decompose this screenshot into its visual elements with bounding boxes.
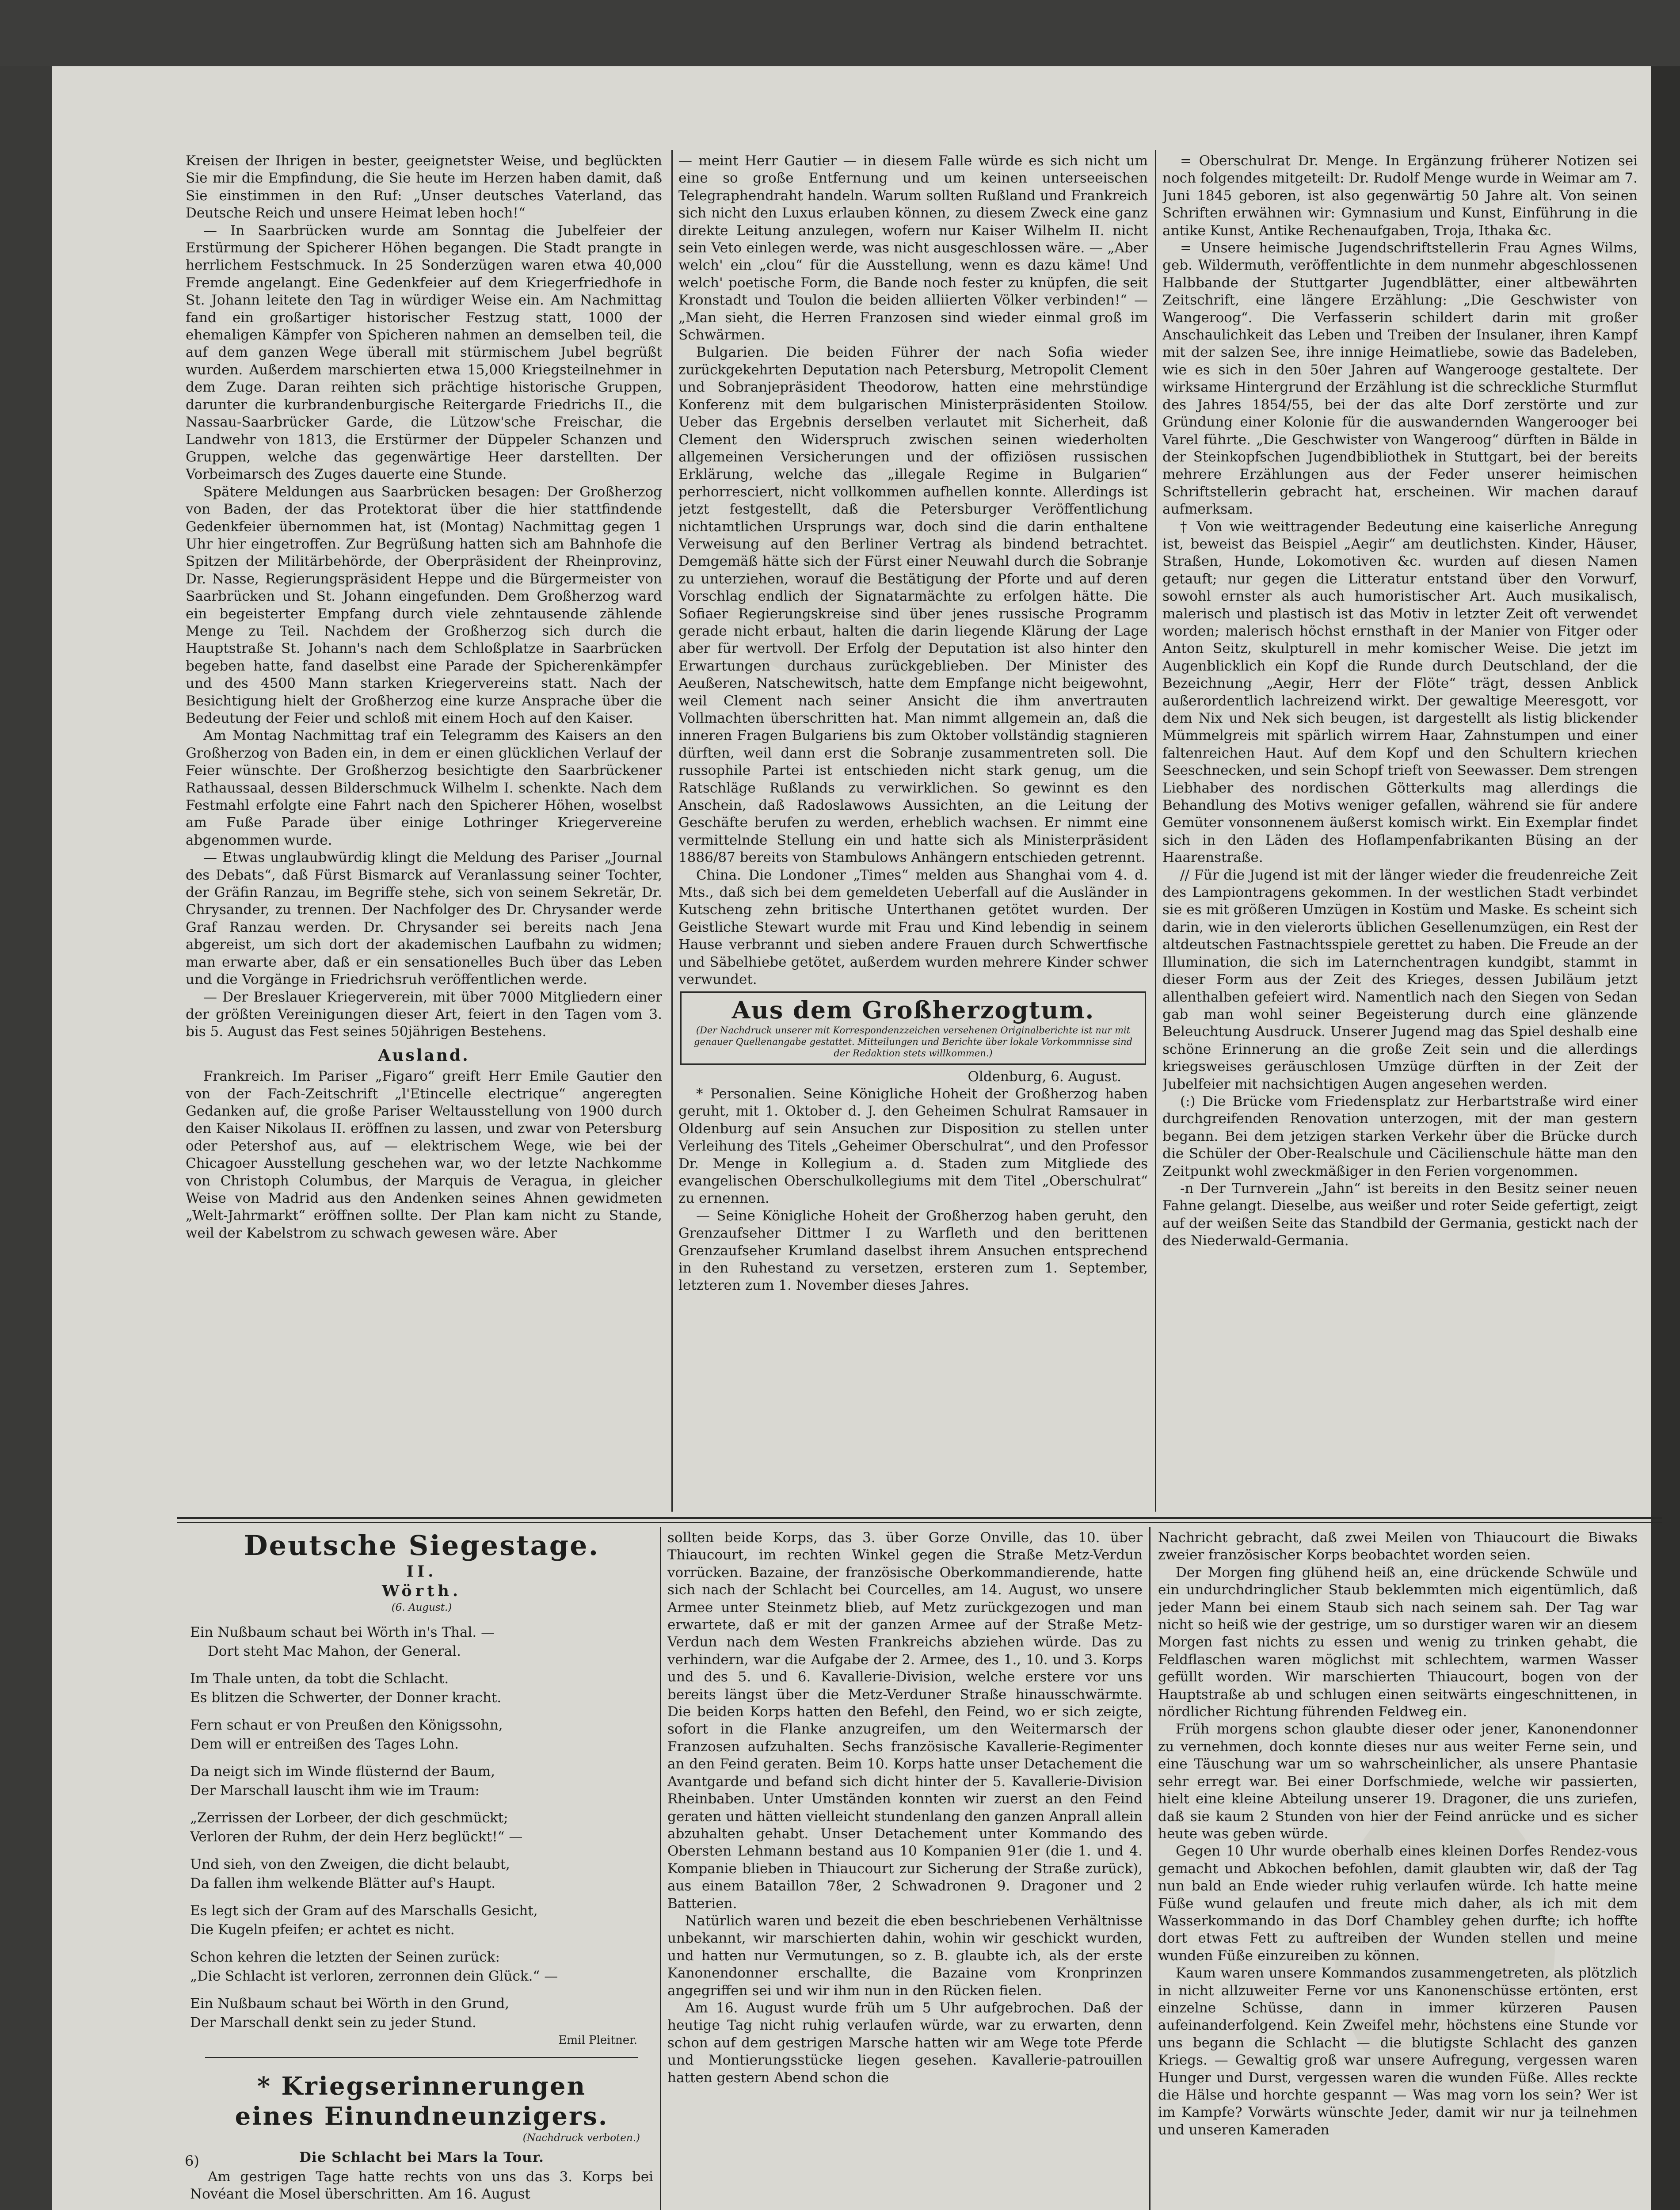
column-1 [186, 152, 662, 1514]
poem-line: „Zerrissen der Lorbeer, der dich geschmückt; [190, 1810, 508, 1826]
paragraph: Spätere Meldungen aus Saarbrücken besagen: Der Großherzog von Baden, der das Protektorat über die hier stattfindende Gedenkfeier übernommen hat, ist (Montag) Nachmittag gegen 1 Uhr hier eingetroffen. Zur Begrüßung hatten sich am Bahnhofe die Spitzen der Militärbehörde, der Oberpräsident der Rheinprovinz, Dr. Nasse, Regierungspräsident Heppe und die Bürgermeister von Saarbrücken und St. Johann eingefunden. Dem Großherzog ward ein begeisterter Empfang durch viele zehntausende zählende Menge zu Teil. Nachdem der Großherzog sich durch die Hauptstraße St. Johann's nach dem Schloßplatze in Saarbrücken begeben hatte, fand daselbst eine Parade der Spicherenkämpfer und des 4500 Mann starken Kriegervereins statt. Nach der Besichtigung hielt der Großherzog eine kurze Ansprache über die Bedeutung der Feier und schloß mit einem Hoch auf den Kaiser. [186, 484, 662, 726]
spacer [190, 1614, 653, 1623]
poem-author: Emil Pleitner. [558, 2034, 637, 2047]
column-2 [678, 152, 1148, 1514]
poem-line: Da fallen ihm welkende Blätter auf's Haupt. [190, 1875, 496, 1891]
dateline: Oldenburg, 6. August. [968, 1068, 1121, 1085]
poem-line: Dort steht Mac Mahon, der General. [208, 1643, 461, 1659]
poem-line: Der Marschall lauscht ihm wie im Traum: [190, 1782, 480, 1798]
paragraph: — Seine Königliche Hoheit der Großherzog haben geruht, den Grenzaufseher Dittmer I zu Warfleth und den berittenen Grenzaufseher Krumland daselbst ihrem Ansuchen entsprechend in den Ruhestand zu versetzen, ersteren zum 1. September, letzteren zum 1. November dieses Jahres. [678, 1208, 1148, 1294]
paragraph: Natürlich waren und bezeit die eben beschriebenen Verhältnisse unbekannt, wir marschierten dahin, wohin wir geschickt wurden, und hatten nur Vermutungen, so z. B. glaubte ich, als der erste Kanonendonner erschallte, die Bazaine vom Kronprinzen angegriffen sei und wir ihm nun in den Rücken fielen. [667, 1913, 1143, 1999]
spacer [190, 1846, 653, 1855]
paragraph: — Etwas unglaubwürdig klingt die Meldung des Pariser „Journal des Debats“, daß Fürst Bismarck auf Veranlassung seiner Tochter, der Gräfin Ranzau, im Begriffe stehe, sich von seinem Sekretär, Dr. Chrysander, zu trennen. Der Nachfolger des Dr. Chrysander werde Graf Ranzau werden. Dr. Chrysander sei bereits nach Jena abgereist, um sich dort der akademischen Laufbahn zu widmen; man erwarte aber, daß er ein sensationelles Buch über das Leben und die Vorgänge in Friedrichsruh veröffentlichen werde. [186, 850, 662, 988]
paragraph: Am Montag Nachmittag traf ein Telegramm des Kaisers an den Großherzog von Baden ein, in dem er einen glücklichen Verlauf der Feier wünschte. Der Großherzog besichtigte den Saarbrückener Rathaussaal, dessen Bilderschmuck Wilhelm I. schenkte. Nach dem Festmahl erfolgte eine Fahrt nach den Spicherer Höhen, woselbst am Fuße Parade über einige Lothringer Kriegervereine abgenommen wurde. [186, 728, 662, 848]
poem-line: „Die Schlacht ist verloren, zerronnen dein Glück.“ — [190, 1968, 558, 1984]
paragraph: — meint Herr Gautier — in diesem Falle würde es sich nicht um eine so große Entfernung und um keinen unterseeischen Telegraphendraht handeln. Warum sollten Rußland und Frankreich sich nicht den Luxus erlauben können, zu diesem Zweck eine ganz direkte Leitung anzulegen, wofern nur Kaiser Wilhelm II. nicht sein Veto einlegen werde, was nicht ausgeschlossen wäre. — „Aber welch' ein „clou“ für die Ausstellung, wenn es dazu käme! Und welch' poetische Form, die Bande noch fester zu knüpfen, die seit Kronstadt und Toulon die beiden alliierten Völker verbinden!“ — „Man sieht, die Herren Franzosen sind wieder einmal groß im Schwärmen. [678, 153, 1148, 343]
scanner-border-right [1651, 66, 1680, 2210]
spacer [190, 1707, 653, 1716]
scanner-border-left [0, 66, 52, 2210]
paragraph: Der Morgen fing glühend heiß an, eine drückende Schwüle und ein undurchdringlicher Staub beklemmten mich eigentümlich, daß jeder Mann bei einem Staub sich nach seinem sah. Der Tag war nicht so heiß wie der gestrige, um so durstiger waren wir an diesem Morgen fast nichts zu essen und wenig zu trinken gehabt, die Feldflaschen waren möglichst mit schlechtem, warmen Wasser gefüllt worden. Wir marschierten Thiaucourt, bogen von der Hauptstraße ab und schlugen einen seitwärts eingeschnittenen, in nördlicher Richtung führenden Feldweg ein. [1158, 1564, 1638, 1720]
paragraph: // Für die Jugend ist mit der länger wieder die freudenreiche Zeit des Lampiontragens gekommen. In der westlichen Stadt verbindet sie es mit größeren Umzügen in Kostüm und Maske. Es scheint sich darin, wie in den vielerorts üblichen Gesellenumzügen, ein Rest der altdeutschen Fastnachtsspiele gerettet zu haben. Die Freude an der Illumination, die sich im Laternchentragen kundgibt, stammt in dieser Form aus der Zeit des Krieges, dessen Jubiläum jetzt allenthalben gefeiert wird. Namentlich nach den Siegen von Sedan gab man wohl seiner Begeisterung durch eine glänzende Beleuchtung Ausdruck. Unserer Jugend mag das Spiel deshalb eine schöne Erinnerung an die große Zeit sein und die allerdings kriegsweises geräuschlosen Umzüge dürften in der Zeit der Jubelfeier mit nachsichtigen Augen angesehen werden. [1162, 867, 1638, 1092]
column-rule [671, 150, 673, 1512]
spacer [190, 1985, 653, 1994]
paragraph: Früh morgens schon glaubte dieser oder jener, Kanonendonner zu vernehmen, doch konnte dieses nur aus weiter Ferne sein, und eine Täuschung war um so wahrscheinlicher, als unsere Phantasie sehr erregt war. Bei einer Dorfschmiede, welche wir passierten, hielt eine kleine Abteilung unserer 19. Dragoner, die uns zuriefen, daß sie kaum 2 Stunden von hier der Feind anrücke und es sicher heute was geben würde. [1158, 1721, 1638, 1842]
paragraph: sollten beide Korps, das 3. über Gorze Onville, das 10. über Thiaucourt, im rechten Winkel gegen die Straße Metz-Verdun vorrücken. Bazaine, der französische Oberkommandierende, hatte sich nach der Schlacht bei Courcelles, am 14. August, wo unsere Armee unter Steinmetz blieb, auf Metz zurückgezogen und man erwartete, daß er mit der ganzen Armee auf der Straße Metz-Verdun nach dem Westen Frankreichs abziehen würde. Das zu verhindern, war die Aufgabe der 2. Armee, des 1., 10. und 3. Korps und des 5. und 6. Kavallerie-Division, welche erstere vor uns bereits längst über die Metz-Verduner Straße hinausschwärmte. Die beiden Korps hatten den Befehl, den Feind, wo er sich zeigte, sofort in die Flanke anzugreifen, um den Weitermarsch der Franzosen aufzuhalten. Sechs französische Kavallerie-Regimenter an den Feind geraten. Beim 10. Korps hatte unser Detachement die Avantgarde und befand sich dicht hinter der 5. Kavallerie-Division Rheinbaben. Unter Umständen konnten wir zuerst an den Feind geraten und hätten vielleicht stundenlang den ganzen Anprall allein abzuhalten gehabt. Unser Detachement unter Kommando des Obersten Lehmann bestand aus 10 Kompanien 91er (die 1. und 4. Kompanie blieben in Thiaucourt zur Sicherung der Straße zurück), aus einem Bataillon 78er, 2 Schwadronen 9. Dragoner und 2 Batterien. [667, 1530, 1143, 1912]
spacer [190, 1753, 653, 1762]
section-box-grossherzogtum [680, 991, 1146, 1065]
paragraph: -n Der Turnverein „Jahn“ ist bereits in den Besitz seiner neuen Fahne gelangt. Dieselbe, aus weißer und roter Seide gefertigt, zeigt auf der weißen Seite das Standbild der Germania, gestickt nach der des Niederwald-Germania. [1162, 1180, 1638, 1249]
feuilleton-column [190, 1529, 653, 2210]
poem-body [190, 1623, 653, 2032]
paragraph: Bulgarien. Die beiden Führer der nach Sofia wieder zurückgekehrten Deputation nach Petersburg, Metropolit Clement und Sobranjepräsident Theodorow, hatten eine mehrstündige Konferenz mit dem bulgarischen Ministerpräsidenten Stoilow. Ueber das Ergebnis derselben verlautet mit Sicherheit, daß Clement den Widerspruch zwischen seinen wiederholten allgemeinen Versicherungen und der offiziösen russischen Erklärung, welche das „illegale Regime in Bulgarien“ perhorresciert, nicht vollkommen aufhellen konnte. Allerdings ist jetzt festgestellt, daß die Petersburger Veröffentlichung nichtamtlichen Ursprungs war, doch sind die darin enthaltene Verweisung auf den Berliner Vertrag als bindend betrachtet. Demgemäß hätte sich der Fürst einer Neuwahl durch die Sobranje zu unterziehen, worauf die Bestätigung der Pforte und auf deren Vorschlag endlich der Signatarmächte zu erfolgen hätte. Die Sofiaer Regierungskreise sind über jenes russische Programm gerade nicht erbaut, halten die darin liegende Klärung der Lage aber für wertvoll. Der Erfolg der Deputation ist also hinter den Erwartungen durchaus zurückgeblieben. Der Minister des Aeußeren, Natschewitsch, hatte dem Empfange nicht beigewohnt, weil Clement nach seiner Ansicht die ihm anvertrauten Vollmachten überschritten hat. Man nimmt allgemein an, daß die inneren Fragen Bulgariens bis zum Oktober vollständig stagnieren dürften, weil dann erst die Sobranje zusammentreten soll. Die russophile Partei ist entschieden nicht stark genug, um die Ratschläge Rußlands zu verwirklichen. So gewinnt es den Anschein, daß Radoslawows Aussichten, an die Leitung der Geschäfte berufen zu werden, erheblich wachsen. Er nimmt eine vermittelnde Stellung ein und hatte sich als Ministerpräsident 1886/87 bereits von Stambulows Anhängern entschieden getrennt. [678, 344, 1148, 866]
poem-line: Und sieh, von den Zweigen, die dicht belaubt, [190, 1856, 510, 1872]
paragraph: (:) Die Brücke vom Friedensplatz zur Herbartstraße wird einer durchgreifenden Renovation unterzogen, mit der man gestern begann. Bei dem jetzigen starken Verkehr über die Brücke durch die Schüler der Ober-Realschule und Cäcilienschule hätte man den Zeitpunkt wohl zweckmäßiger in den Ferien vorgenommen. [1162, 1093, 1638, 1179]
paragraph: Am gestrigen Tage hatte rechts von uns das 3. Korps bei Novéant die Mosel überschritten. Am 16. August [190, 2168, 653, 2202]
poem-line: Ein Nußbaum schaut bei Wörth in den Grund, [190, 1996, 510, 2012]
poem-line: Ein Nußbaum schaut bei Wörth in's Thal. — [190, 1624, 495, 1640]
page-marker: 6) [185, 2153, 199, 2169]
divider [205, 2057, 638, 2058]
paragraph: Frankreich. Im Pariser „Figaro“ greift Herr Emile Gautier den von der Fach-Zeitschrift „l'Etincelle electrique“ angeregten Gedanken auf, die große Pariser Weltausstellung von 1900 durch den Kaiser Nikolaus II. eröffnen zu lassen, und zwar von Petersburg oder Petershof aus, auf — elektrischem Wege, wie bei der Chicagoer Ausstellung geschehen war, wo der letzte Nachkomme von Christoph Columbus, der Marquis de Veragua, in gleicher Weise von Madrid aus den Andenken seines Ahnen gewidmeten „Welt-Jahrmarkt“ eröffnen sollte. Der Plan kam nicht zu Stande, weil der Kabelstrom zu schwach gewesen wäre. Aber [186, 1068, 662, 1241]
poem-line: Verloren der Ruhm, der dein Herz beglückt!“ — [190, 1829, 523, 1845]
poem-line: Es blitzen die Schwerter, der Donner kracht. [190, 1689, 502, 1706]
spacer [190, 1661, 653, 1669]
paragraph: — In Saarbrücken wurde am Sonntag die Jubelfeier der Erstürmung der Spicherer Höhen begangen. Die Stadt prangte in herrlichem Festschmuck. In 25 Sonderzügen waren etwa 40,000 Fremde angelangt. Eine Gedenkfeier auf dem Kriegerfriedhofe in St. Johann leitete den Tag in würdiger Weise ein. Am Nachmittag fand ein großartiger historischer Festzug statt, 1000 der ehemaligen Kämpfer von Spicheren nahmen an demselben teil, die auf dem ganzen Wege überall mit stürmischem Jubel begrüßt wurden. Außerdem marschierten etwa 15,000 Kriegsteilnehmer in dem Zuge. Daran reihten sich prächtige historische Gruppen, darunter die kurbrandenburgische Reitergarde Friedrichs II., die Nassau-Saarbrücker Garde, die Lützow'sche Freischar, die Landwehr von 1813, die Erstürmer der Düppeler Schanzen und Gruppen, welche das gegenwärtige Heer darstellten. Der Vorbeimarsch des Zuges dauerte eine Stunde. [186, 222, 662, 483]
poem-line: Der Marschall denkt sein zu jeder Stund. [190, 2014, 476, 2031]
poem-line: Die Kugeln pfeifen; er achtet es nicht. [190, 1921, 455, 1938]
spacer [190, 1893, 653, 1901]
poem-line: Im Thale unten, da tobt die Schlacht. [190, 1671, 449, 1687]
column-rule [1155, 150, 1156, 1512]
poem-number: II. [406, 1562, 437, 1581]
section-heading-ausland: Ausland. [378, 1046, 470, 1065]
col1-body [186, 152, 662, 1041]
reprint-note: (Der Nachdruck unserer mit Korrespondenzzeichen versehenen Originalberichte ist nur mit genauer Quellenangabe gestattet. Mitteilungen und Berichte über lokale Vorkommnisse sind der Redaktion stets willkommen.) [693, 1025, 1133, 1059]
paragraph: China. Die Londoner „Times“ melden aus Shanghai vom 4. d. Mts., daß sich bei dem gemeldeten Ueberfall auf die Ausländer in Kutscheng zehn britische Unterthanen getötet wurden. Der Geistliche Stewart wurde mit Frau und Kind lebendig in seinem Hause verbrannt und sieben andere Frauen durch Schwertfische und Säbelhiebe getötet, außerdem wurden mehrere Kinder schwer verwundet. [678, 867, 1148, 988]
poem-line: Dem will er entreißen des Tages Lohn. [190, 1736, 459, 1752]
paragraph: Kreisen der Ihrigen in bester, geeignetster Weise, und beglückten Sie mir die Empfindung, die Sie heute im Herzen haben damit, daß Sie einstimmen in den Ruf: „Unser deutsches Vaterland, das Deutsche Reich und unsere Heimat leben hoch!“ [186, 153, 662, 221]
paragraph: * Personalien. Seine Königliche Hoheit der Großherzog haben geruht, mit 1. Oktober d. J. den Geheimen Schulrat Ramsauer in Oldenburg auf sein Ansuchen zur Disposition zu stellen unter Verleihung des Titels „Geheimer Oberschulrat“, und den Professor Dr. Menge in Kollegium a. d. Staden zum Mitgliede des evangelischen Oberschulkollegiums mit dem Titel „Oberschulrat“ zu ernennen. [678, 1086, 1148, 1207]
poem-line: Da neigt sich im Winde flüsternd der Baum, [190, 1764, 495, 1779]
poem-title: Deutsche Siegestage. [244, 1529, 600, 1562]
paragraph: † Von wie weittragender Bedeutung eine kaiserliche Anregung ist, beweist das Beispiel „Aegir“ am deutlichsten. Kinder, Häuser, Straßen, Hunde, Lokomotiven &c. wurden auf diesen Namen getauft; nur gegen die Litteratur entstand über den Vorwurf, sowohl ernster als auch humoristischer Art. Auch musikalisch, malerisch und plastisch ist das Motiv in letzter Zeit oft verwendet worden; malerisch höchst ernsthaft in der Manier von Fitger oder Anton Seitz, skulpturell in mehr komischer Weise. Die jetzt im Augenblicklich ein Kopf die Runde durch Deutschland, der die Bezeichnung „Aegir, Herr der Flöte“ trägt, dessen Anblick außerordentlich lachreizend wirkt. Der gewaltige Meeresgott, vor dem Nix und Nek sich beugen, ist dargestellt als listig blickender Mümmelgreis mit spärlich wirrem Haar, Zahnstumpen und einer faltenreichen Haut. Auf dem Kopf und den Schultern kriechen Seeschnecken, und sein Schopf trieft von Seewasser. Dem strengen Liebhaber des nordischen Götterkults mag allerdings die Behandlung des Motivs weniger gefallen, während sie für andere Gemüter vonsonnenem äußerst komisch wirkt. Ein Exemplar findet sich in den Läden des Hoflampenfabrikanten Büsing an der Haarenstraße. [1162, 518, 1638, 866]
paragraph: Gegen 10 Uhr wurde oberhalb eines kleinen Dorfes Rendez-vous gemacht und Abkochen befohlen, damit glaubten wir, daß der Tag nun bald an Ende wieder ruhig verlaufen würde. Ich hatte meine Füße wund gelaufen und freute mich daher, als ich mit dem Wasserkommando in das Dorf Chambley gehen durfte; ich hoffte dort etwas Fett zu auftreiben der Wunden stellen und meine wunden Füße einzureiben zu können. [1158, 1843, 1638, 1964]
rights-note: (Nachdruck verboten.) [522, 2132, 640, 2144]
paragraph: — Der Breslauer Kriegerverein, mit über 7000 Mitgliedern einer der größten Vereinigungen dieser Art, feiert in den Tagen vom 3. bis 5. August das Fest seines 50jährigen Bestehens. [186, 989, 662, 1040]
section-title: Aus dem Großherzogtum. [731, 995, 1095, 1024]
poem-line: Es legt sich der Gram auf des Marschalls Gesicht, [190, 1903, 538, 1919]
spacer [190, 1939, 653, 1948]
kriegs-section: Die Schlacht bei Mars la Tour. [299, 2149, 544, 2166]
spacer [190, 1800, 653, 1809]
column-3 [1162, 152, 1638, 1514]
feuilleton-column-2 [667, 1529, 1143, 2210]
poem-line: Schon kehren die letzten der Seinen zurück: [190, 1949, 500, 1965]
poem-line: Fern schaut er von Preußen den Königssohn, [190, 1717, 503, 1733]
column-rule [660, 1527, 661, 2210]
paragraph: = Oberschulrat Dr. Menge. In Ergänzung früherer Notizen sei noch folgendes mitgeteilt: Dr. Rudolf Menge wurde in Weimar am 7. Juni 1845 geboren, ist also gegenwärtig 50 Jahre alt. Von seinen Schriften erwähnen wir: Gymnasium und Kunst, Einführung in die antike Kunst, Antike Rechenaufgaben, Troja, Ithaka &c. [1162, 153, 1638, 239]
section-divider [177, 1517, 1662, 1519]
poem-subtitle: Wörth. [381, 1582, 462, 1600]
paragraph: Kaum waren unsere Kommandos zusammengetreten, als plötzlich in nicht allzuweiter Ferne vor uns Kanonenschüsse ertönten, erst einzelne Schüsse, dann in immer kürzeren Pausen aufeinanderfolgend. Kein Zweifel mehr, höchstens eine Stunde vor uns begann die Schlacht — die blutigste Schlacht des ganzen Kriegs. — Gewaltig groß war unsere Aufregung, vergessen waren Hunger und Durst, vergessen waren die wunden Füße. Alles reckte die Hälse und horchte gespannt — Was mag vorn los sein? Wer ist im Kampfe? Vorwärts wünschte Jeder, damit wir nur ja teilnehmen und unseren Kameraden [1158, 1965, 1638, 2138]
kriegs-title-1: * Kriegserinnerungen [257, 2072, 587, 2101]
paragraph: = Unsere heimische Jugendschriftstellerin Frau Agnes Wilms, geb. Wildermuth, veröffentlichte in dem nunmehr abgeschlossenen Halbbande der Stuttgarter Jugendblätter, einer altbewährten Zeitschrift, eine längere Erzählung: „Die Geschwister von Wangeroog“. Die Verfasserin schildert darin mit großer Anschaulichkeit das Leben und Treiben der Insulaner, ihren Kampf mit der salzen See, ihre innige Heimatliebe, sowie das Badeleben, wie es sich in den 50er Jahren auf Wangerooge gestaltete. Der wirksame Hintergrund der Erzählung ist die schreckliche Sturmflut des Jahres 1854/55, bei der das alte Dorf zerstörte und zur Gründung einer Kolonie für die auswandernden Wangerooger bei Varel führte. „Die Geschwister von Wangeroog“ dürften in Bälde in der Steinkopfschen Jugendbibliothek in Stuttgart, bei der bereits mehrere Erzählungen aus der Feder unserer heimischen Schriftstellerin gebracht hat, erscheinen. Wir machen darauf aufmerksam. [1162, 240, 1638, 518]
column-rule [1149, 1527, 1150, 2210]
poem-date: (6. August.) [391, 1602, 452, 1613]
scanner-border-top [0, 0, 1680, 66]
kriegs-title-2: eines Einundneunzigers. [235, 2102, 609, 2131]
feuilleton-column-3 [1158, 1529, 1638, 2210]
paragraph: Nachricht gebracht, daß zwei Meilen von Thiaucourt die Biwaks zweier französischer Korps beobachtet worden seien. [1158, 1530, 1638, 1563]
section-divider-thin [177, 1522, 1662, 1523]
paragraph: Am 16. August wurde früh um 5 Uhr aufgebrochen. Daß der heutige Tag nicht ruhig verlaufen würde, war zu erwarten, denn schon auf dem gestrigen Marsche hatten wir am Wege tote Pferde und Montierungsstücke liegen gesehen. Kavallerie-patrouillen hatten gestern Abend schon die [667, 2000, 1143, 2086]
